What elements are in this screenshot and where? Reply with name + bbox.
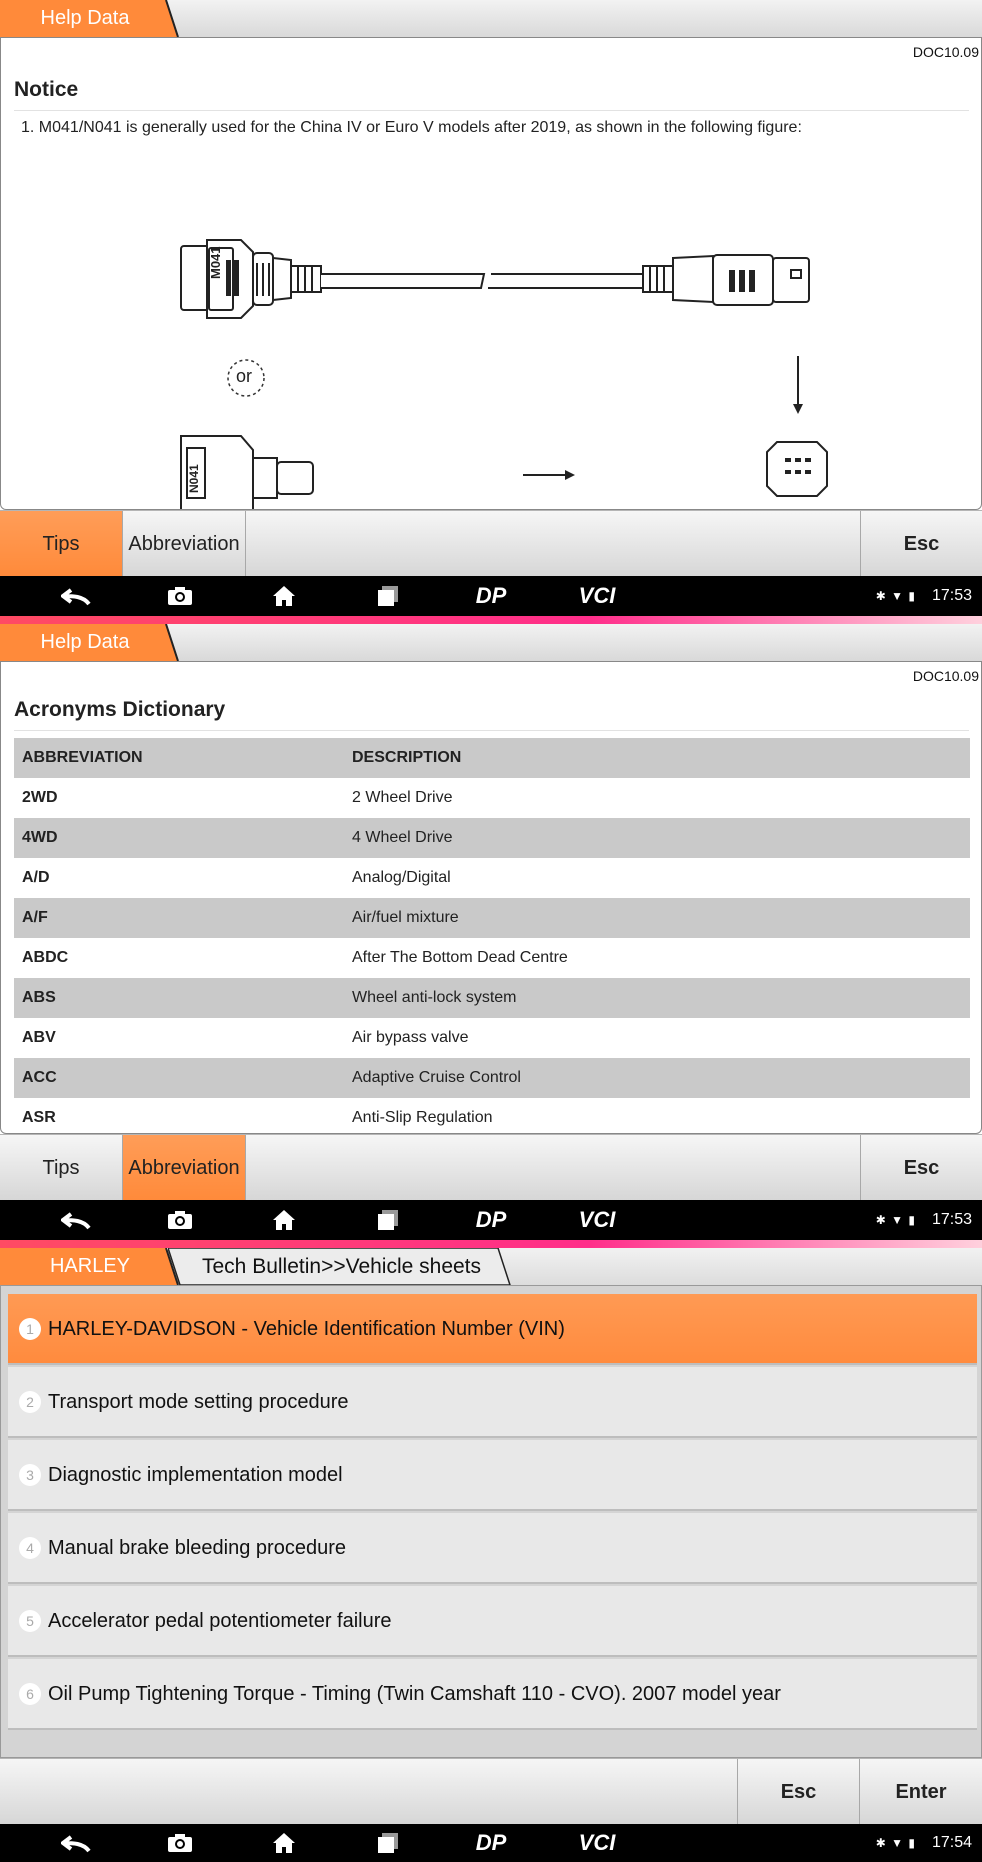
back-icon[interactable] bbox=[56, 576, 96, 616]
table-row bbox=[14, 1098, 970, 1134]
android-nav-bar bbox=[0, 1200, 982, 1240]
android-nav-bar bbox=[0, 1824, 982, 1862]
breadcrumb: Tech Bulletin>>Vehicle sheets bbox=[202, 1255, 482, 1278]
tips-button[interactable]: Tips bbox=[0, 511, 123, 577]
cell-abbr: 4WD bbox=[22, 829, 58, 846]
cell-desc: After The Bottom Dead Centre bbox=[352, 949, 568, 966]
list-item[interactable] bbox=[8, 1659, 977, 1730]
abbreviation-button[interactable]: Abbreviation bbox=[123, 1135, 246, 1201]
esc-button[interactable]: Esc bbox=[860, 511, 982, 577]
label-n041: N041 bbox=[187, 464, 201, 493]
doc-code: DOC10.09 bbox=[912, 44, 979, 60]
item-label: Oil Pump Tightening Torque - Timing (Twin Camshaft 110 - CVO). 2007 model year bbox=[48, 1683, 781, 1705]
recent-apps-icon[interactable] bbox=[368, 1824, 408, 1862]
cell-desc: 4 Wheel Drive bbox=[352, 829, 453, 846]
help-data-tab bbox=[0, 0, 178, 37]
recent-apps-icon[interactable] bbox=[368, 576, 408, 616]
android-nav-bar bbox=[0, 576, 982, 616]
list-item[interactable] bbox=[8, 1367, 977, 1438]
back-icon[interactable] bbox=[56, 1824, 96, 1862]
table-row bbox=[14, 978, 970, 1018]
table-row bbox=[14, 818, 970, 858]
home-icon[interactable] bbox=[264, 1824, 304, 1862]
help-data-tab bbox=[0, 624, 178, 661]
screen2-button-bar bbox=[0, 1134, 982, 1201]
list-item[interactable] bbox=[8, 1440, 977, 1511]
cell-abbr: ABV bbox=[22, 1029, 56, 1046]
item-number: 3 bbox=[19, 1464, 41, 1486]
item-number: 5 bbox=[19, 1610, 41, 1632]
cell-abbr: ABDC bbox=[22, 949, 69, 966]
item-label: Transport mode setting procedure bbox=[48, 1391, 349, 1413]
doc-code: DOC10.09 bbox=[912, 668, 979, 684]
vci-icon[interactable]: VCI bbox=[578, 1207, 616, 1232]
divider-bar bbox=[0, 616, 982, 624]
item-number: 2 bbox=[19, 1391, 41, 1413]
tips-button[interactable]: Tips bbox=[0, 1135, 123, 1201]
list-item[interactable] bbox=[8, 1294, 977, 1365]
cell-abbr: ABS bbox=[22, 989, 56, 1006]
header-abbreviation: ABBREVIATION bbox=[22, 749, 143, 766]
camera-icon[interactable] bbox=[160, 576, 200, 616]
cell-desc: Analog/Digital bbox=[352, 869, 451, 886]
label-m041: M041 bbox=[208, 246, 223, 279]
screen3-header bbox=[0, 1248, 982, 1286]
status-time: 17:54 bbox=[931, 1834, 972, 1851]
cell-desc: Wheel anti-lock system bbox=[352, 989, 517, 1006]
table-row bbox=[14, 858, 970, 898]
cell-abbr: A/F bbox=[22, 909, 48, 926]
vci-icon[interactable]: VCI bbox=[578, 583, 616, 608]
home-icon[interactable] bbox=[264, 1200, 304, 1240]
or-label: or bbox=[236, 366, 253, 386]
esc-button[interactable]: Esc bbox=[860, 1135, 982, 1201]
cell-abbr: A/D bbox=[22, 869, 50, 886]
help-data-tab-label: Help Data bbox=[40, 7, 130, 29]
divider-bar bbox=[0, 1240, 982, 1248]
table-row bbox=[14, 778, 970, 818]
screen1-header bbox=[0, 0, 982, 38]
acronyms-heading: Acronyms Dictionary bbox=[14, 698, 226, 721]
cell-desc: Adaptive Cruise Control bbox=[352, 1069, 521, 1086]
connector-figure bbox=[1, 38, 981, 510]
cell-desc: Anti-Slip Regulation bbox=[352, 1109, 493, 1126]
recent-apps-icon[interactable] bbox=[368, 1200, 408, 1240]
cell-abbr: ASR bbox=[22, 1109, 56, 1126]
item-number: 6 bbox=[19, 1683, 41, 1705]
item-label: Manual brake bleeding procedure bbox=[48, 1537, 346, 1559]
cell-abbr: 2WD bbox=[22, 789, 58, 806]
screen2-header bbox=[0, 624, 982, 662]
status-time: 17:53 bbox=[931, 1211, 972, 1228]
brand-tab-label: HARLEY bbox=[49, 1255, 131, 1277]
home-icon[interactable] bbox=[264, 576, 304, 616]
help-data-tab-label: Help Data bbox=[40, 631, 130, 653]
table-row bbox=[14, 898, 970, 938]
item-number: 4 bbox=[19, 1537, 41, 1559]
notice-heading: Notice bbox=[14, 78, 79, 101]
status-icons: ✱ ▼ ▮ bbox=[875, 589, 916, 603]
status-icons: ✱ ▼ ▮ bbox=[875, 1213, 916, 1227]
acronyms-panel bbox=[0, 661, 982, 1134]
dp-icon[interactable]: DP bbox=[475, 1830, 507, 1855]
list-item[interactable] bbox=[8, 1513, 977, 1584]
divider bbox=[14, 730, 969, 731]
cell-abbr: ACC bbox=[22, 1069, 57, 1086]
cell-desc: Air/fuel mixture bbox=[352, 909, 459, 926]
table-row bbox=[14, 1058, 970, 1098]
cell-desc: 2 Wheel Drive bbox=[352, 789, 453, 806]
vci-icon[interactable]: VCI bbox=[578, 1830, 616, 1855]
status-icons: ✱ ▼ ▮ bbox=[875, 1836, 916, 1850]
item-number: 1 bbox=[19, 1318, 41, 1340]
item-label: HARLEY-DAVIDSON - Vehicle Identification Number (VIN) bbox=[48, 1318, 565, 1340]
screen3-button-bar bbox=[0, 1758, 982, 1825]
list-item[interactable] bbox=[8, 1586, 977, 1657]
table-row bbox=[14, 938, 970, 978]
dp-icon[interactable]: DP bbox=[475, 1207, 507, 1232]
table-header-row bbox=[14, 738, 970, 778]
dp-icon[interactable]: DP bbox=[475, 583, 507, 608]
cell-desc: Air bypass valve bbox=[352, 1029, 469, 1046]
header-description: DESCRIPTION bbox=[352, 749, 462, 766]
status-time: 17:53 bbox=[931, 587, 972, 604]
enter-button[interactable]: Enter bbox=[859, 1759, 982, 1825]
table-row bbox=[14, 1018, 970, 1058]
camera-icon[interactable] bbox=[160, 1200, 200, 1240]
back-icon[interactable] bbox=[56, 1200, 96, 1240]
item-label: Diagnostic implementation model bbox=[48, 1464, 343, 1486]
abbreviation-button[interactable]: Abbreviation bbox=[123, 511, 246, 577]
esc-button[interactable]: Esc bbox=[737, 1759, 859, 1825]
screen1-button-bar bbox=[0, 510, 982, 577]
vehicle-sheets-list bbox=[0, 1285, 982, 1758]
brand-tab bbox=[0, 1248, 178, 1285]
item-label: Accelerator pedal potentiometer failure bbox=[48, 1610, 392, 1632]
notice-text: 1. M041/N041 is generally used for the China IV or Euro V models after 2019, as shown in the following figure: bbox=[21, 119, 802, 136]
camera-icon[interactable] bbox=[160, 1824, 200, 1862]
notice-panel bbox=[0, 37, 982, 510]
